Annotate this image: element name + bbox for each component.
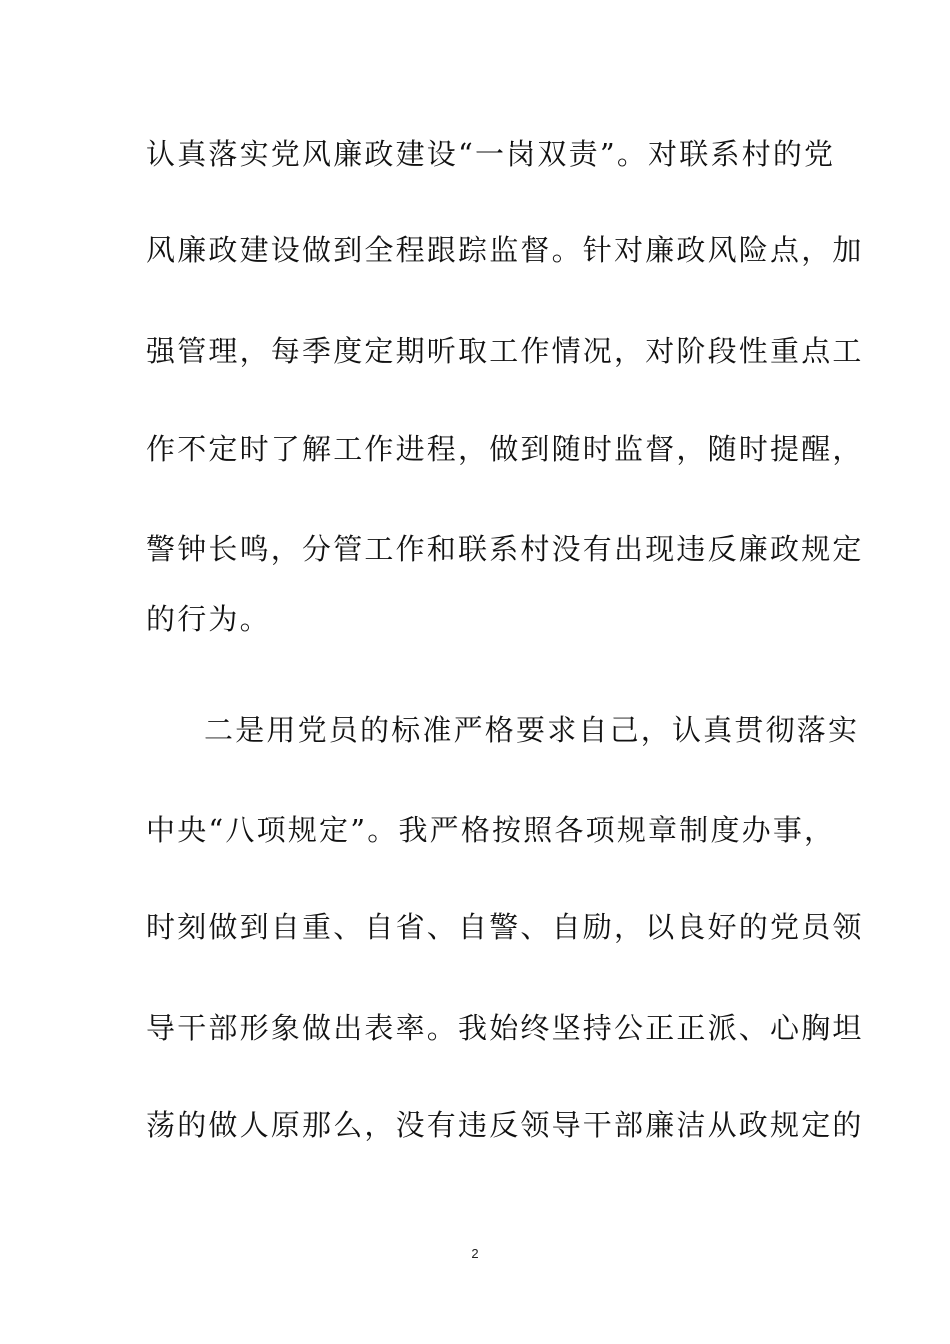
text-line: 导干部形象做出表率。我始终坚持公正正派、心胸坦 [146, 1011, 864, 1045]
paragraph-first-line: 二是用党员的标准严格要求自己，认真贯彻落实 [204, 713, 860, 747]
text-line: 的行为。 [146, 602, 271, 636]
text-line: 认真落实党风廉政建设“一岗双责”。对联系村的党 [146, 137, 836, 171]
text-line: 警钟长鸣，分管工作和联系村没有出现违反廉政规定 [146, 532, 864, 566]
text-line: 荡的做人原那么，没有违反领导干部廉洁从政规定的 [146, 1108, 864, 1142]
text-line: 强管理，每季度定期听取工作情况，对阶段性重点工 [146, 334, 864, 368]
page-number: 2 [471, 1246, 479, 1261]
text-line: 风廉政建设做到全程跟踪监督。针对廉政风险点，加 [146, 233, 864, 267]
text-line: 时刻做到自重、自省、自警、自励，以良好的党员领 [146, 910, 864, 944]
text-line: 作不定时了解工作进程，做到随时监督，随时提醒， [146, 432, 864, 466]
text-line: 中央“八项规定”。我严格按照各项规章制度办事， [146, 813, 836, 847]
